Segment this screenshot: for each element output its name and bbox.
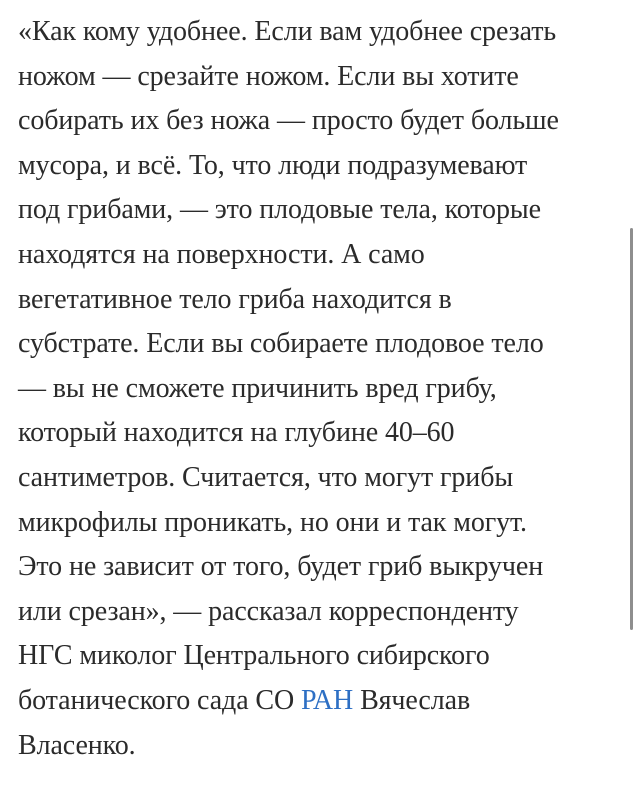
text-line-4: мусора, и всё. То, что люди подразумевают <box>18 149 528 181</box>
text-line-6: находятся на поверхности. А само <box>18 238 425 270</box>
text-line-14: или срезан», — рассказал корреспонденту <box>18 595 519 627</box>
text-line-2: ножом — срезайте ножом. Если вы хотите <box>18 60 519 92</box>
text-line-3: собирать их без ножа — просто будет больше <box>18 105 559 137</box>
text-line-13: Это не зависит от того, будет гриб выкручен <box>18 551 544 583</box>
text-line-12: микрофилы проникать, но они и так могут. <box>18 506 527 538</box>
text-line-16-start: ботанического сада СО <box>18 684 302 716</box>
text-line-5: под грибами, — это плодовые тела, которые <box>18 194 541 226</box>
text-line-17: Власенко. <box>18 729 136 761</box>
text-line-16 <box>18 679 618 724</box>
text-line-1: «Как кому удобнее. Если вам удобнее срезать <box>18 16 556 47</box>
text-line-10: который находится на глубине 40–60 <box>18 417 455 449</box>
text-line-16-end: Вячеслав <box>353 684 471 716</box>
text-line-9: — вы не сможете причинить вред грибу, <box>18 372 497 404</box>
text-line-7: вегетативное тело гриба находится в <box>18 283 452 315</box>
text-line-15: НГС миколог Центрального сибирского <box>18 640 490 672</box>
text-line-8: субстрате. Если вы собираете плодовое тело <box>18 328 544 360</box>
ran-link[interactable]: РАН <box>301 684 354 716</box>
article-quote <box>18 10 618 768</box>
text-line-11: сантиметров. Считается, что могут грибы <box>18 461 514 493</box>
scrollbar-thumb[interactable] <box>630 228 633 630</box>
